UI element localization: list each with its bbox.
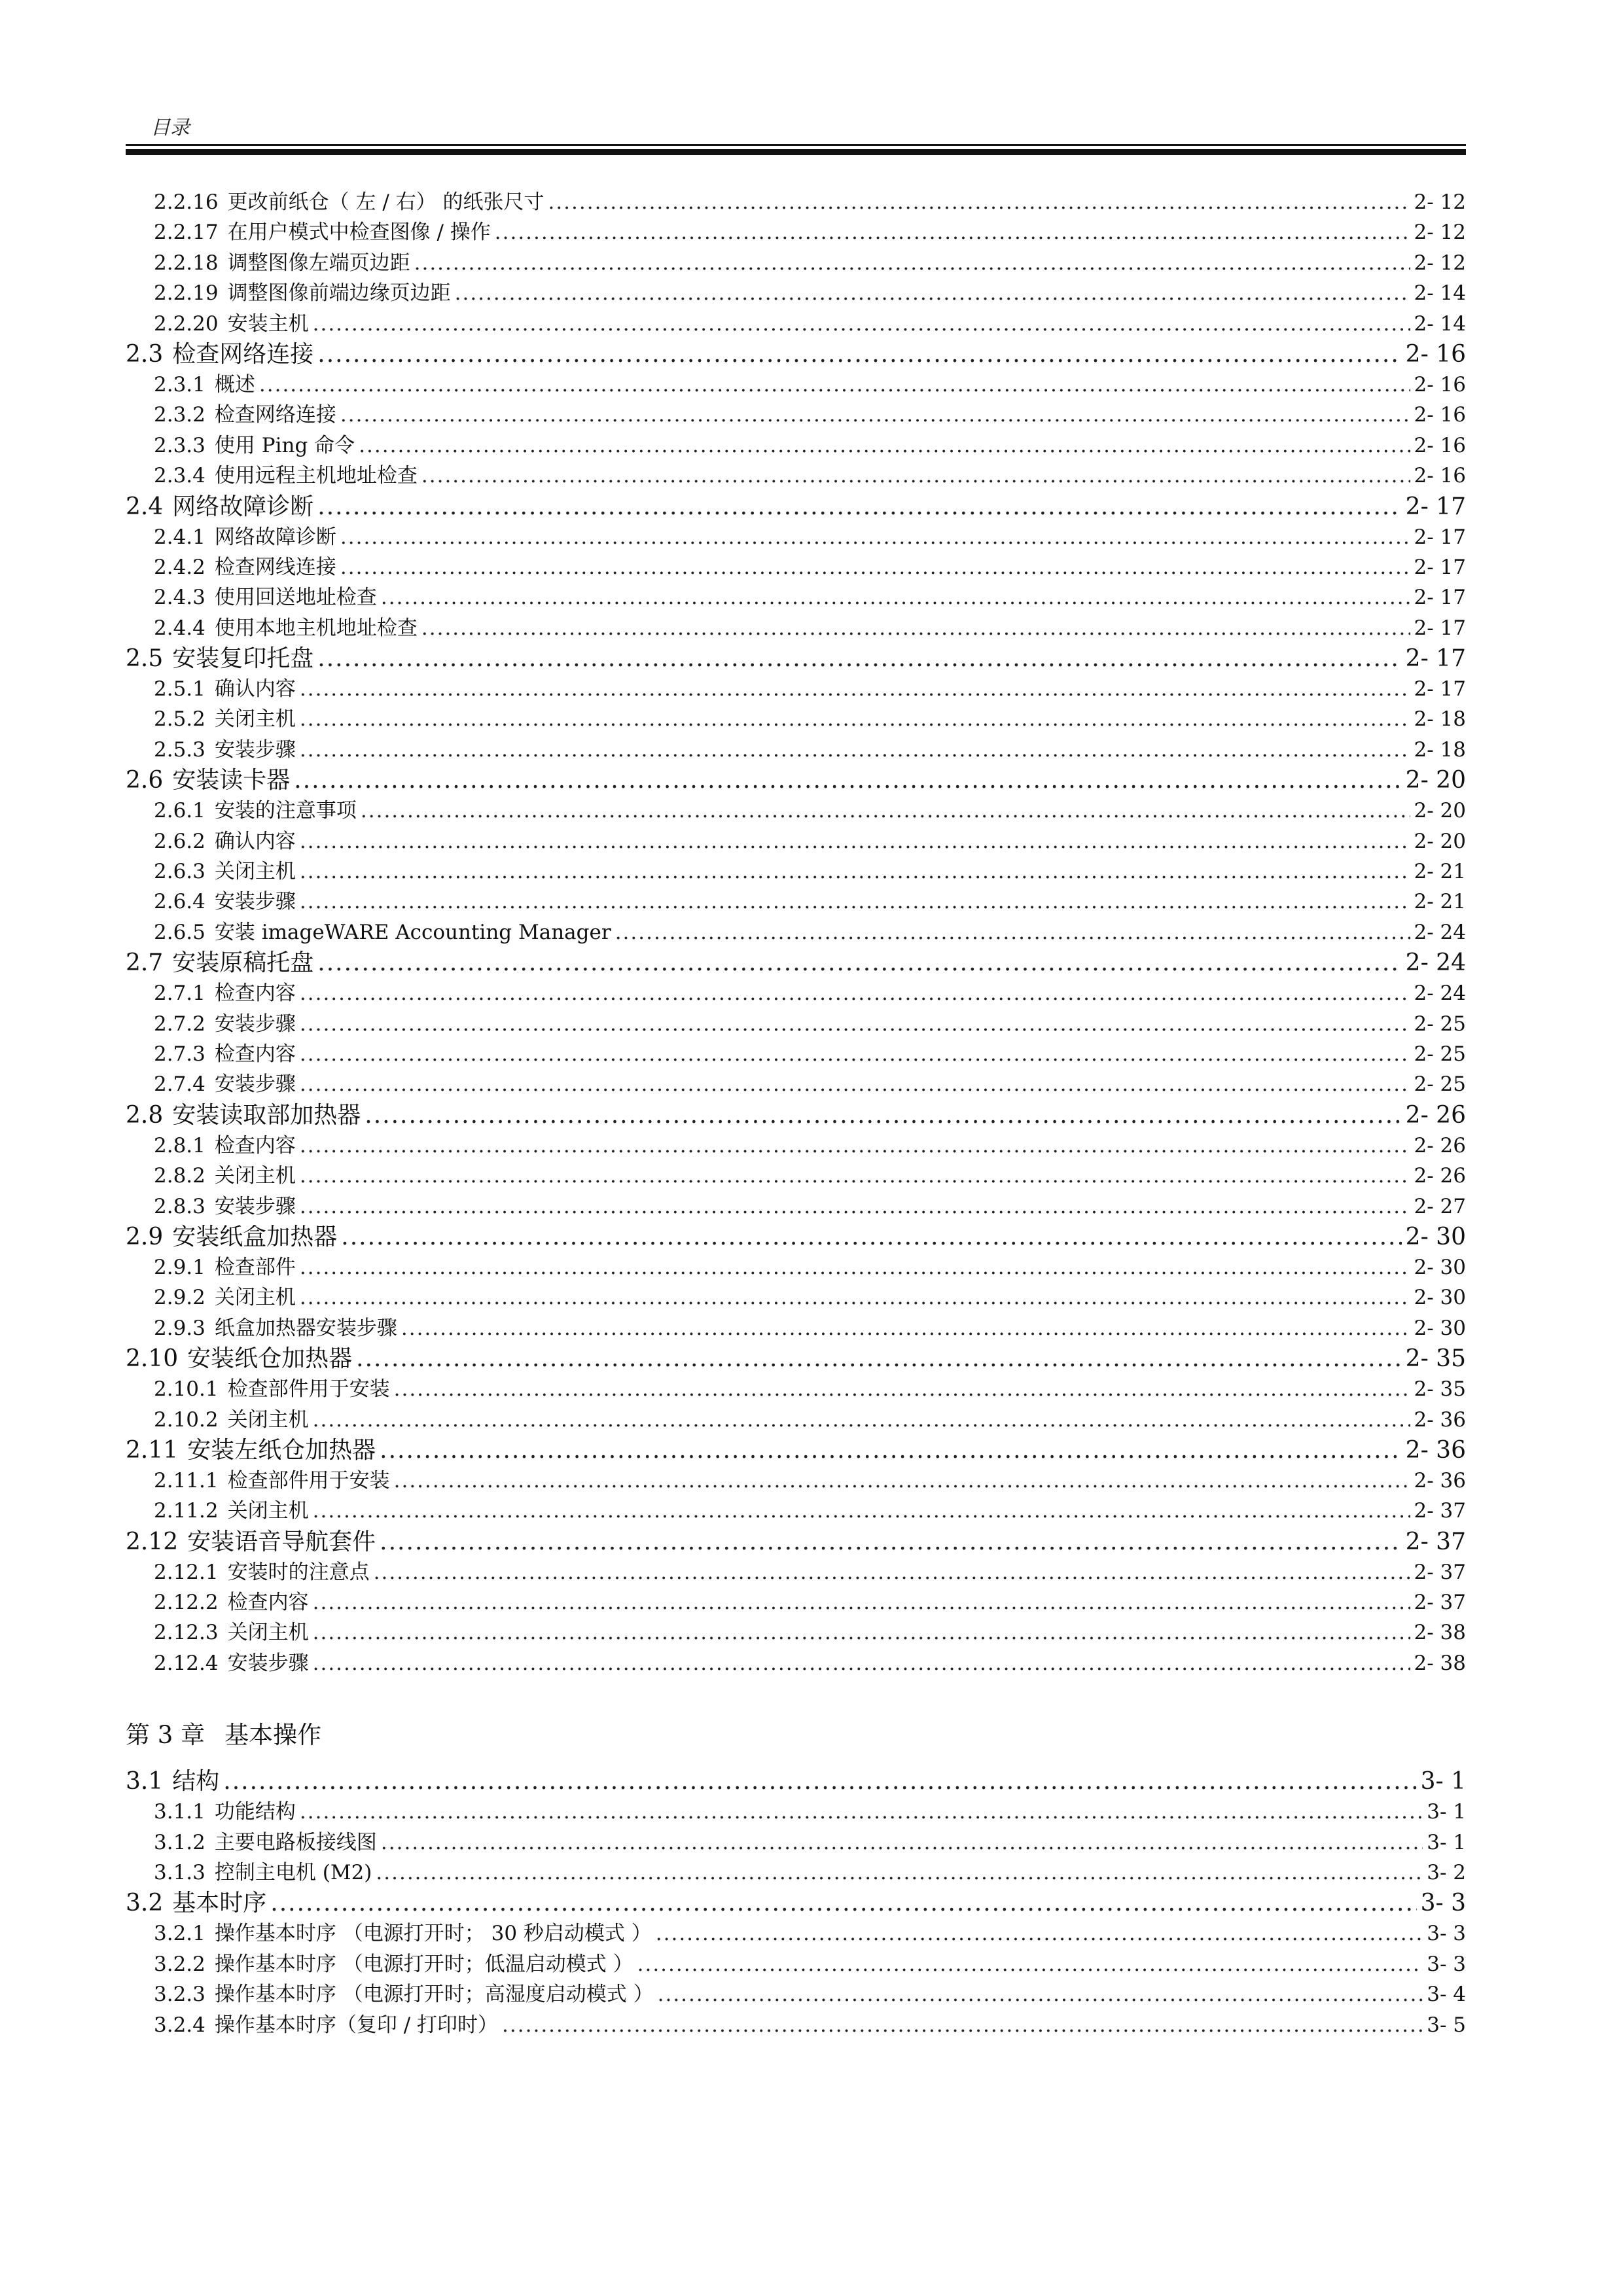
toc-subsection-entry[interactable] [126,1587,1466,1617]
toc-entry-page: 2- 37 [1414,1591,1466,1615]
toc-entry-title: 安装读卡器 [172,767,291,794]
toc-entry-page: 2- 37 [1414,1560,1466,1584]
toc-subsection-entry[interactable] [126,1617,1466,1648]
toc-dot-leader [313,309,1410,339]
toc-dot-leader [656,1918,1423,1949]
toc-entry-number: 2.4.3 [154,586,205,610]
toc-entry-page: 3- 1 [1427,1800,1466,1824]
toc-subsection-entry[interactable] [126,278,1466,308]
toc-subsection-entry[interactable] [126,309,1466,339]
toc-entry-title: 调整图像左端页边距 [227,251,410,275]
toc-subsection-entry[interactable] [126,1949,1466,1979]
toc-dot-leader [414,248,1410,278]
toc-dot-leader [340,522,1410,552]
toc-entry-page: 3- 5 [1427,2013,1466,2037]
toc-entry-number: 2.5.2 [154,707,205,732]
toc-entry-page: 3- 4 [1427,1983,1466,2007]
toc-subsection-entry[interactable] [126,582,1466,612]
toc-entry-number: 3.2.3 [154,1983,205,2007]
toc-entry-title: 检查内容 [214,1133,296,1157]
toc-dot-leader [548,187,1410,217]
toc-entry-page: 3- 2 [1427,1861,1466,1885]
toc-entry-page: 2- 25 [1414,1042,1466,1066]
toc-subsection-entry[interactable] [126,613,1466,643]
toc-entry-title: 关闭主机 [227,1407,309,1432]
toc-subsection-entry[interactable] [126,522,1466,552]
toc-subsection-entry[interactable] [126,1374,1466,1404]
toc-entry-page: 2- 26 [1405,1101,1466,1129]
toc-entry-page: 2- 30 [1414,1316,1466,1340]
toc-entry-title: 使用远程主机地址检查 [214,464,418,488]
toc-entry-number: 2.7.4 [154,1072,205,1097]
toc-subsection-entry[interactable] [126,674,1466,704]
toc-subsection-entry[interactable] [126,1918,1466,1949]
toc-dot-leader [300,857,1410,887]
toc-entry-number: 2.2.18 [154,251,219,275]
toc-subsection-entry[interactable] [126,735,1466,765]
toc-entry-number: 2.12.3 [154,1621,219,1645]
toc-entry-title: 检查网络连接 [214,403,336,427]
toc-dot-leader [359,431,1410,461]
toc-entry-number: 2.8.1 [154,1133,205,1157]
toc-dot-leader [340,552,1410,582]
toc-entry-number: 2.9 [126,1223,164,1250]
toc-entry-number: 2.7.1 [154,981,205,1006]
toc-entry-title: 安装步骤 [214,890,296,914]
toc-dot-leader [300,1797,1423,1827]
toc-entry-title: 操作基本时序 （电源打开时； 30 秒启动模式 ） [214,1922,652,1946]
toc-entry-number: 2.4.2 [154,555,205,579]
toc-entry-number: 2.7.3 [154,1042,205,1066]
toc-subsection-entry[interactable] [126,1858,1466,1888]
toc-dot-leader [313,1405,1410,1435]
toc-entry-page: 2- 16 [1414,433,1466,457]
toc-entry-page: 3- 3 [1427,1922,1466,1946]
toc-entry-number: 2.10.1 [154,1377,219,1402]
toc-entry-title: 在用户模式中检查图像 / 操作 [227,221,491,245]
toc-section-entry[interactable] [126,1766,1466,1797]
toc-dot-leader [317,339,1401,370]
toc-subsection-entry[interactable] [126,1069,1466,1099]
toc-entry-page: 3- 3 [1427,1952,1466,1976]
toc-dot-leader [340,400,1410,430]
toc-dot-leader [223,1766,1416,1797]
toc-entry-title: 更改前纸仓（ 左 / 右） 的纸张尺寸 [227,190,544,214]
toc-entry-title: 安装左纸仓加热器 [187,1436,376,1464]
toc-entry-title: 关闭主机 [214,1164,296,1188]
toc-entry-page: 2- 26 [1414,1133,1466,1157]
toc-entry-page: 2- 24 [1414,981,1466,1006]
toc-dot-leader [380,1527,1402,1557]
toc-entry-page: 2- 17 [1414,616,1466,640]
toc-entry-title: 安装步骤 [214,1194,296,1218]
toc-entry-page: 2- 17 [1405,493,1466,520]
toc-dot-leader [300,1009,1410,1039]
toc-subsection-entry[interactable] [126,1161,1466,1191]
toc-entry-page: 2- 17 [1414,677,1466,701]
toc-entry-number: 2.8.2 [154,1164,205,1188]
toc-subsection-entry[interactable] [126,1466,1466,1496]
toc-entry-number: 2.6 [126,767,164,794]
toc-entry-number: 2.3.2 [154,403,205,427]
toc-subsection-entry[interactable] [126,187,1466,217]
toc-subsection-entry[interactable] [126,857,1466,887]
toc-entry-number: 2.4.1 [154,525,205,549]
toc-subsection-entry[interactable] [126,370,1466,400]
toc-entry-number: 2.12.1 [154,1560,219,1584]
toc-entry-number: 3.1 [126,1768,164,1795]
toc-entry-number: 3.1.1 [154,1800,205,1824]
toc-entry-number: 2.6.5 [154,920,205,944]
toc-subsection-entry[interactable] [126,887,1466,917]
toc-entry-number: 2.6.3 [154,860,205,884]
toc-entry-page: 2- 38 [1414,1651,1466,1675]
toc-dot-leader [394,1466,1410,1496]
toc-entry-page: 2- 25 [1414,1012,1466,1036]
toc-entry-page: 2- 17 [1405,645,1466,673]
toc-entry-number: 2.6.4 [154,890,205,914]
toc-subsection-entry[interactable] [126,217,1466,247]
toc-section-entry[interactable] [126,1527,1466,1557]
toc-entry-page: 2- 37 [1414,1499,1466,1523]
toc-entry-page: 2- 16 [1405,340,1466,368]
toc-entry-title: 安装步骤 [214,737,296,762]
toc-dot-leader [455,278,1410,308]
toc-entry-title: 操作基本时序 （电源打开时；高湿度启动模式 ） [214,1983,654,2007]
toc-entry-page: 2- 30 [1414,1286,1466,1310]
toc-entry-page: 2- 35 [1405,1345,1466,1373]
toc-entry-number: 2.12.2 [154,1591,219,1615]
toc-entry-number: 2.8 [126,1101,164,1129]
toc-entry-number: 2.11.2 [154,1499,219,1523]
toc-entry-title: 检查内容 [227,1591,309,1615]
toc-entry-title: 安装语音导航套件 [187,1528,376,1555]
toc-dot-leader [300,674,1410,704]
toc-entry-page: 2- 14 [1414,281,1466,306]
toc-entry-title: 基本操作 [224,1721,322,1750]
toc-subsection-entry[interactable] [126,1192,1466,1222]
toc-entry-number: 2.4 [126,493,164,520]
toc-subsection-entry[interactable] [126,1797,1466,1827]
toc-dot-leader [361,796,1410,826]
toc-dot-leader [300,1192,1410,1222]
toc-entry-title: 概述 [214,372,255,397]
toc-entry-number: 3.1.3 [154,1861,205,1885]
toc-entry-title: 安装纸仓加热器 [187,1345,353,1373]
toc-entry-number: 2.10 [126,1345,179,1373]
toc-entry-number: 2.2.17 [154,221,219,245]
toc-entry-number: 2.3.4 [154,464,205,488]
toc-entry-title: 安装原稿托盘 [172,949,314,977]
toc-dot-leader [259,370,1410,400]
toc-entry-number: 3.1.2 [154,1830,205,1854]
toc-entry-page: 2- 17 [1414,525,1466,549]
toc-subsection-entry[interactable] [126,1405,1466,1435]
toc-dot-leader [401,1313,1410,1343]
toc-entry-page: 3- 1 [1427,1830,1466,1854]
toc-dot-leader [381,1828,1423,1858]
toc-entry-title: 操作基本时序 （电源打开时；低温启动模式 ） [214,1952,633,1976]
toc-entry-page: 2- 21 [1414,890,1466,914]
toc-subsection-entry[interactable] [126,248,1466,278]
toc-dot-leader [270,1888,1416,1918]
toc-section-entry[interactable] [126,491,1466,522]
toc-section-entry[interactable] [126,339,1466,370]
toc-dot-leader [313,1496,1410,1526]
toc-section-entry[interactable] [126,1100,1466,1131]
toc-entry-title: 安装 imageWARE Accounting Manager [214,920,611,944]
toc-entry-title: 纸盒加热器安装步骤 [214,1316,397,1340]
toc-subsection-entry[interactable] [126,1039,1466,1069]
toc-entry-title: 检查部件用于安装 [227,1468,390,1492]
toc-entry-page: 2- 17 [1414,586,1466,610]
toc-dot-leader [300,826,1410,857]
toc-entry-page: 2- 38 [1414,1621,1466,1645]
toc-entry-title: 安装读取部加热器 [172,1101,361,1129]
toc-entry-number: 2.2.19 [154,281,219,306]
toc-entry-title: 使用本地主机地址检查 [214,616,418,640]
toc-dot-leader [658,1979,1423,2009]
toc-dot-leader [341,1222,1401,1252]
toc-entry-title: 检查部件 [214,1255,296,1279]
toc-entry-number: 2.12 [126,1528,179,1555]
toc-entry-page: 2- 12 [1414,251,1466,275]
toc-entry-number: 3.2 [126,1890,164,1917]
toc-subsection-entry[interactable] [126,1313,1466,1343]
toc-dot-leader [294,765,1401,796]
toc-entry-title: 关闭主机 [214,1286,296,1310]
toc-section-entry[interactable] [126,1435,1466,1466]
toc-entry-page: 2- 24 [1405,949,1466,977]
toc-entry-number: 2.10.2 [154,1407,219,1432]
toc-entry-number: 2.3.1 [154,372,205,397]
header-rule-thin [126,144,1466,146]
toc-entry-page: 2- 16 [1414,464,1466,488]
toc-dot-leader [313,1648,1410,1678]
toc-entry-title: 安装步骤 [214,1012,296,1036]
toc-subsection-entry[interactable] [126,826,1466,857]
toc-entry-number: 2.8.3 [154,1194,205,1218]
toc-entry-page: 2- 12 [1414,221,1466,245]
toc-dot-leader [317,643,1401,674]
toc-entry-page: 2- 36 [1405,1436,1466,1464]
toc-entry-number: 3.2.4 [154,2013,205,2037]
toc-dot-leader [313,1587,1410,1617]
toc-entry-title: 使用回送地址检查 [214,586,377,610]
toc-dot-leader [300,887,1410,917]
toc-entry-page: 2- 16 [1414,403,1466,427]
toc-subsection-entry[interactable] [126,917,1466,947]
toc-subsection-entry[interactable] [126,1131,1466,1161]
toc-entry-title: 安装主机 [227,311,309,336]
toc-entry-title: 安装步骤 [214,1072,296,1097]
toc-dot-leader [300,704,1410,734]
toc-dot-leader [300,1131,1410,1161]
toc-subsection-entry[interactable] [126,461,1466,491]
toc-subsection-entry[interactable] [126,400,1466,430]
toc-entry-page: 2- 20 [1405,767,1466,794]
toc-entry-title: 确认内容 [214,829,296,853]
toc-entry-number: 2.4.4 [154,616,205,640]
toc-entry-title: 检查内容 [214,1042,296,1066]
toc-entry-number: 2.6.2 [154,829,205,853]
toc-entry-title: 安装复印托盘 [172,645,314,673]
toc-entry-title: 关闭主机 [227,1499,309,1523]
toc-entry-title: 检查网络连接 [172,340,314,368]
toc-entry-page: 2- 30 [1405,1223,1466,1250]
page-header-title: 目录 [151,116,190,139]
toc-dot-leader [394,1374,1410,1404]
toc-entry-number: 2.3.3 [154,433,205,457]
toc-dot-leader [495,217,1410,247]
toc-entry-number: 2.12.4 [154,1651,219,1675]
toc-chapter-heading[interactable] [126,1712,1466,1758]
toc-entry-number: 2.9.1 [154,1255,205,1279]
toc-entry-number: 3.2.1 [154,1922,205,1946]
toc-entry-title: 安装的注意事项 [214,799,357,823]
toc-entry-page: 2- 21 [1414,860,1466,884]
toc-subsection-entry[interactable] [126,1009,1466,1039]
toc-entry-title: 控制主电机 (M2) [214,1861,372,1885]
toc-entry-number: 2.9.3 [154,1316,205,1340]
toc-entry-page: 2- 20 [1414,799,1466,823]
toc-dot-leader [421,613,1410,643]
toc-entry-page: 2- 12 [1414,190,1466,214]
toc-entry-title: 安装纸盒加热器 [172,1223,338,1250]
toc-entry-page: 2- 24 [1414,920,1466,944]
toc-subsection-entry[interactable] [126,1282,1466,1313]
toc-entry-title: 结构 [172,1768,220,1795]
toc-section-entry[interactable] [126,947,1466,978]
toc-subsection-entry[interactable] [126,1496,1466,1526]
toc-dot-leader [300,978,1410,1008]
toc-subsection-entry[interactable] [126,1557,1466,1587]
toc-entry-title: 检查网线连接 [214,555,336,579]
toc-entry-page: 2- 26 [1414,1164,1466,1188]
toc-dot-leader [300,1282,1410,1313]
toc-subsection-entry[interactable] [126,552,1466,582]
toc-entry-page: 2- 18 [1414,707,1466,732]
toc-entry-number: 2.11.1 [154,1468,219,1492]
toc-entry-page: 3- 1 [1420,1768,1466,1795]
toc-entry-number: 2.5.3 [154,737,205,762]
toc-section-entry[interactable] [126,1222,1466,1252]
toc-entry-number: 2.2.16 [154,190,219,214]
toc-dot-leader [317,491,1401,522]
toc-subsection-entry[interactable] [126,1252,1466,1282]
header-rule-thick [126,149,1466,155]
toc-entry-title: 使用 Ping 命令 [214,433,355,457]
toc-entry-page: 2- 30 [1414,1255,1466,1279]
toc-entry-page: 2- 27 [1414,1194,1466,1218]
toc-entry-title: 检查内容 [214,981,296,1006]
toc-subsection-entry[interactable] [126,704,1466,734]
toc-entry-number: 2.5 [126,645,164,673]
toc-entry-title: 安装步骤 [227,1651,309,1675]
toc-entry-page: 2- 16 [1414,372,1466,397]
toc-entry-title: 检查部件用于安装 [227,1377,390,1402]
toc-dot-leader [374,1557,1410,1587]
toc-dot-leader [376,1858,1423,1888]
toc-entry-page: 2- 37 [1405,1528,1466,1555]
toc-entry-title: 调整图像前端边缘页边距 [227,281,451,306]
toc-entry-number: 2.7.2 [154,1012,205,1036]
toc-dot-leader [300,1252,1410,1282]
toc-section-entry[interactable] [126,1343,1466,1374]
toc-subsection-entry[interactable] [126,1979,1466,2009]
toc-entry-title: 关闭主机 [214,860,296,884]
toc-entry-page: 2- 36 [1414,1468,1466,1492]
toc-entry-number: 2.6.1 [154,799,205,823]
toc-entry-title: 功能结构 [214,1800,296,1824]
toc-subsection-entry[interactable] [126,1828,1466,1858]
toc-section-entry[interactable] [126,765,1466,796]
toc-entry-title: 关闭主机 [227,1621,309,1645]
toc-dot-leader [300,1161,1410,1191]
toc-entry-title: 基本时序 [172,1890,267,1917]
toc-entry-number: 2.7 [126,949,164,977]
toc-dot-leader [300,735,1410,765]
toc-entry-number: 第 3 章 [126,1721,205,1750]
toc-section-entry[interactable] [126,643,1466,674]
toc-dot-leader [356,1343,1402,1374]
toc-subsection-entry[interactable] [126,1648,1466,1678]
toc-entry-page: 2- 17 [1414,555,1466,579]
toc-dot-leader [300,1069,1410,1099]
toc-entry-number: 2.5.1 [154,677,205,701]
toc-entry-page: 2- 25 [1414,1072,1466,1097]
toc-dot-leader [421,461,1410,491]
toc-entry-page: 2- 35 [1414,1377,1466,1402]
toc-entry-title: 确认内容 [214,677,296,701]
toc-entry-page: 2- 18 [1414,737,1466,762]
toc-subsection-entry[interactable] [126,796,1466,826]
toc-entry-number: 2.9.2 [154,1286,205,1310]
table-of-contents [126,187,1466,2040]
toc-subsection-entry[interactable] [126,978,1466,1008]
toc-entry-title: 网络故障诊断 [172,493,314,520]
toc-entry-page: 3- 3 [1420,1890,1466,1917]
toc-entry-title: 主要电路板接线图 [214,1830,377,1854]
toc-dot-leader [300,1039,1410,1069]
toc-dot-leader [365,1100,1401,1131]
toc-dot-leader [615,917,1410,947]
toc-entry-number: 2.3 [126,340,164,368]
toc-entry-page: 2- 14 [1414,311,1466,336]
toc-dot-leader [502,2010,1423,2040]
toc-entry-title: 操作基本时序（复印 / 打印时） [214,2013,499,2037]
toc-dot-leader [313,1617,1410,1648]
toc-dot-leader [637,1949,1423,1979]
toc-subsection-entry[interactable] [126,2010,1466,2040]
toc-entry-title: 安装时的注意点 [227,1560,370,1584]
toc-dot-leader [381,582,1410,612]
toc-subsection-entry[interactable] [126,431,1466,461]
toc-entry-title: 关闭主机 [214,707,296,732]
toc-section-entry[interactable] [126,1888,1466,1918]
toc-entry-number: 2.2.20 [154,311,219,336]
toc-entry-number: 3.2.2 [154,1952,205,1976]
toc-entry-title: 网络故障诊断 [214,525,336,549]
toc-entry-page: 2- 20 [1414,829,1466,853]
toc-dot-leader [317,947,1401,978]
toc-entry-number: 2.11 [126,1436,179,1464]
toc-entry-page: 2- 36 [1414,1407,1466,1432]
toc-dot-leader [380,1435,1402,1466]
